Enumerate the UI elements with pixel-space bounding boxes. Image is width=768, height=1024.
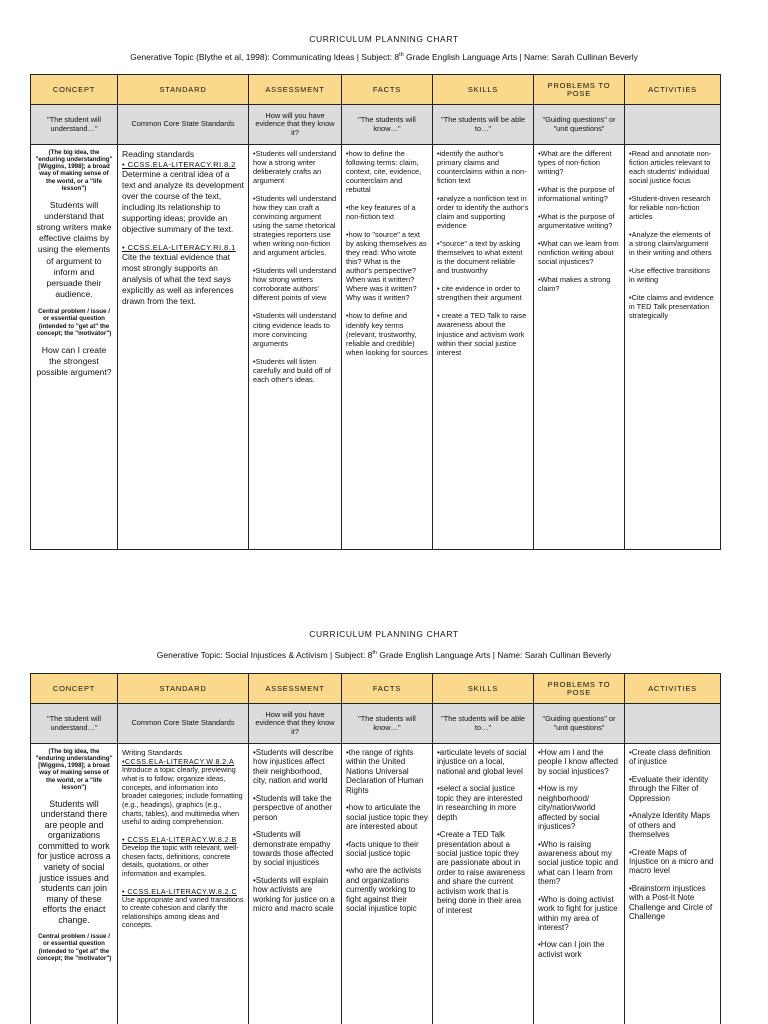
problems-item: •What makes a strong claim? — [538, 275, 611, 294]
assessment-item: •Students will understand how a strong writer deliberately crafts an argument — [253, 149, 337, 186]
problems-cell — [534, 145, 625, 550]
activities-item: •Analyze Identity Maps of others and themselves — [629, 811, 711, 840]
activities-item: •Brainstorm injustices with a Post-It Note Challenge and Circle of Challenge — [629, 883, 713, 922]
subheader-concept: "The student will understand…" — [31, 105, 118, 145]
chart-subtitle: Generative Topic (Blythe et al, 1998): Communicating Ideas | Subject: 8th Grade English Language Arts | Name: Sarah Cullinan Beverly — [130, 52, 638, 62]
header-activities: ACTIVITIES — [625, 75, 721, 105]
header-concept: CONCEPT — [31, 75, 118, 105]
subheader-standard: Common Core State Standards — [118, 105, 249, 145]
subheader-standard: Common Core State Standards — [118, 704, 249, 744]
facts-item: •facts unique to their social justice topic — [346, 839, 419, 858]
skills-cell — [433, 145, 534, 550]
standard-label: Reading standards — [122, 149, 195, 159]
standard-text: Use appropriate and varied transitions to create cohesion and clarify the relationships among ideas and concepts. — [122, 894, 244, 930]
assessment-item: •Students will understand citing evidence leads to more convincing arguments — [253, 311, 337, 348]
header-standard: STANDARD — [118, 674, 249, 704]
header-assessment: ASSESSMENT — [249, 75, 342, 105]
header-facts: FACTS — [342, 75, 433, 105]
skills-item: •analyze a nonfiction text in order to identify the author's claim and supporting evidence — [437, 194, 529, 231]
activities-item: •Evaluate their identity through the Filter of Oppression — [629, 774, 709, 803]
activities-item: •Analyze the elements of a strong claim/argument in their writing and others — [629, 230, 712, 258]
standard-code: • CCSS.ELA-LITERACY.W.8.2.C — [122, 886, 238, 896]
header-concept: CONCEPT — [31, 674, 118, 704]
skills-cell — [433, 744, 534, 1024]
problems-item: •How is my neighborhood/ city/nation/world affected by social injustices? — [538, 784, 600, 832]
header-assessment: ASSESSMENT — [249, 674, 342, 704]
subheader-problems: "Guiding questions" or "unit questions" — [534, 105, 625, 145]
subheader-row — [31, 105, 721, 145]
content-row — [31, 744, 721, 1024]
problems-item: •What is the purpose of informational writing? — [538, 185, 615, 204]
facts-cell — [342, 744, 433, 1024]
standard-label: Writing Standards — [122, 748, 183, 757]
concept-understanding: Students will understand there are people and organizations committed to work for justice across a variety of social justice issues and students can join many of these efforts the enact change. — [37, 798, 111, 925]
standard-code: •CCSS.ELA-LITERACY.W.8.2.A — [122, 757, 235, 767]
facts-item: •how to "source" a text by asking themselves as they read: Who wrote this? What is the author's perspective? When was it written? Where was it written? Why was it written? — [346, 230, 427, 303]
skills-item: •articulate levels of social injustice on a local, national and global level — [437, 748, 527, 776]
subheader-activities — [625, 105, 721, 145]
concept-problem-note: Central problem / issue / or essential question (intended to "get at" the concept; the "motivator") — [36, 308, 112, 337]
facts-item: •the key features of a non-fiction text — [346, 203, 416, 222]
activities-cell — [625, 744, 721, 1024]
problems-item: •What can we learn from nonfiction writing about social injustices? — [538, 239, 619, 267]
problems-item: •How am I and the people I know affected by social injustices? — [538, 748, 618, 776]
activities-item: •Create Maps of Injustice on a micro and macro level — [629, 847, 714, 876]
activities-item: •Use effective transitions in writing — [629, 266, 710, 285]
activities-item: •Create class definition of injustice — [629, 748, 711, 767]
assessment-cell — [249, 744, 342, 1024]
header-skills: SKILLS — [433, 674, 534, 704]
standard-cell — [118, 145, 249, 550]
standard-text: Determine a central idea of a text and analyze its development over the course of the text, including its relationship to supporting ideas; provide an objective summary of the text. — [122, 169, 244, 234]
subheader-problems: "Guiding questions" or "unit questions" — [534, 704, 625, 744]
assessment-item: •Students will understand how strong writers corroborate authors' different points of view — [253, 266, 337, 303]
standard-code: • CCSS.ELA-LITERACY.RI.8.1 — [122, 242, 236, 252]
subheader-skills: "The students will be able to…" — [433, 704, 534, 744]
problems-item: •What is the purpose of argumentative writing? — [538, 212, 615, 231]
facts-item: •how to define the following terms: claim, context, cite, evidence, counterclaim and rebuttal — [346, 149, 422, 195]
chart-subtitle: Generative Topic: Social Injustices & Activism | Subject: 8th Grade English Language Arts | Name: Sarah Cullinan Beverly — [156, 650, 612, 660]
concept-note: (The big idea, the "enduring understanding" [Wiggins, 1998]; a broad way of making sense of the world, or a "life lesson") — [35, 149, 113, 192]
assessment-item: •Students will listen carefully and build off of each other's ideas. — [253, 356, 331, 384]
concept-note: (The big idea, the "enduring understanding" [Wiggins, 1998]; a broad way of making sense of the world, or a "life lesson") — [35, 748, 113, 791]
problems-item: •Who is doing activist work to fight for justice within my area of interest? — [538, 894, 618, 932]
concept-problem-note: Central problem / issue / or essential question (intended to "get at" the concept; the "motivator") — [36, 933, 112, 962]
standard-text: Cite the textual evidence that most strongly supports an analysis of what the text says explicitly as well as inferences drawn from the text. — [122, 252, 234, 306]
facts-item: •how to articulate the social justice topic they are interested about — [346, 803, 428, 832]
concept-cell — [31, 744, 118, 1024]
assessment-item: •Students will demonstrate empathy towards those affected by social injustices — [253, 830, 334, 868]
standard-text: Develop the topic with relevant, well-chosen facts, definitions, concrete details, quotations, or other information and examples. — [122, 842, 239, 878]
skills-item: •Create a TED Talk presentation about a social justice topic they are passionate about in order to raise awareness and share the current activism work that is being done in their area of interest — [437, 830, 526, 915]
standard-code: • CCSS.ELA-LITERACY.W.8.2.B — [122, 834, 237, 844]
concept-understanding: Students will understand that strong writers make effective claims by using the elements of argument to inform and persuade their audience. — [36, 199, 112, 300]
problems-item: •How can I join the activist work — [538, 940, 605, 959]
header-facts: FACTS — [342, 674, 433, 704]
skills-item: • cite evidence in order to strengthen their argument — [437, 284, 522, 303]
standard-code: • CCSS.ELA-LITERACY.RI.8.2 — [122, 159, 236, 169]
header-activities: ACTIVITIES — [625, 674, 721, 704]
planning-table — [30, 74, 721, 550]
assessment-cell — [249, 145, 342, 550]
chart-title: CURRICULUM PLANNING CHART — [309, 34, 459, 44]
assessment-item: •Students will describe how injustices affect their neighborhood, city, nation and world — [253, 748, 334, 786]
standard-text: Introduce a topic clearly, previewing what is to follow; organize ideas, concepts, and information into broader categories; include formatting (e.g., headings), graphics (e.g., charts, tables), and multimedia when useful to aiding comprehension. — [122, 765, 243, 827]
facts-item: •how to define and identify key terms (relevant, trustworthy, reliable and credible) when looking for sources — [346, 311, 428, 357]
header-problems: PROBLEMS TO POSE — [534, 674, 625, 704]
subheader-assessment: How will you have evidence that they know it? — [249, 105, 342, 145]
subheader-facts: "The students will know…" — [342, 105, 433, 145]
skills-item: •select a social justice topic they are interested in researching in more depth — [437, 784, 523, 822]
subheader-facts: "The students will know…" — [342, 704, 433, 744]
header-standard: STANDARD — [118, 75, 249, 105]
skills-item: •"source" a text by asking themselves to what extent is the document reliable and trustworthy — [437, 239, 523, 276]
assessment-item: •Students will take the perspective of another person — [253, 793, 333, 822]
chart-title: CURRICULUM PLANNING CHART — [309, 629, 459, 639]
activities-item: •Read and annotate non-fiction articles relevant to each students' individual social justice focus — [629, 149, 712, 186]
activities-cell — [625, 145, 721, 550]
subheader-row — [31, 704, 721, 744]
assessment-item: •Students will explain how activists are working for justice on a micro and macro scale — [253, 875, 335, 914]
facts-item: •the range of rights within the United Nations Universal Declaration of Human Rights — [346, 748, 424, 795]
subheader-concept: "The student will understand…" — [31, 704, 118, 744]
concept-question: How can I create the strongest possible argument? — [36, 344, 112, 378]
concept-cell — [31, 145, 118, 550]
skills-item: • create a TED Talk to raise awareness about the injustice and activism work within their social justice interest — [437, 311, 527, 357]
subheader-assessment: How will you have evidence that they know it? — [249, 704, 342, 744]
subheader-activities — [625, 704, 721, 744]
facts-item: •who are the activists and organizations currently working to fight against their social injustice topic — [346, 866, 422, 914]
skills-item: •identify the author's primary claims and counterclaims within a non-fiction text — [437, 149, 527, 186]
problems-item: •Who is raising awareness about my social justice topic and what can I learn from them? — [538, 839, 619, 887]
planning-table — [30, 673, 721, 1024]
header-problems: PROBLEMS TO POSE — [534, 75, 625, 105]
problems-item: •What are the different types of non-fiction writing? — [538, 149, 612, 177]
standard-cell — [118, 744, 249, 1024]
facts-cell — [342, 145, 433, 550]
problems-cell — [534, 744, 625, 1024]
subheader-skills: "The students will be able to…" — [433, 105, 534, 145]
header-row — [31, 75, 721, 105]
content-row — [31, 145, 721, 550]
header-skills: SKILLS — [433, 75, 534, 105]
activities-item: •Cite claims and evidence in TED Talk presentation strategically — [629, 293, 714, 321]
header-row — [31, 674, 721, 704]
activities-item: •Student-driven research for reliable non-fiction articles — [629, 194, 711, 222]
assessment-item: •Students will understand how they can craft a convincing argument using the same rhetorical strategies reporters use when writing non-fiction and argument articles. — [253, 194, 337, 258]
